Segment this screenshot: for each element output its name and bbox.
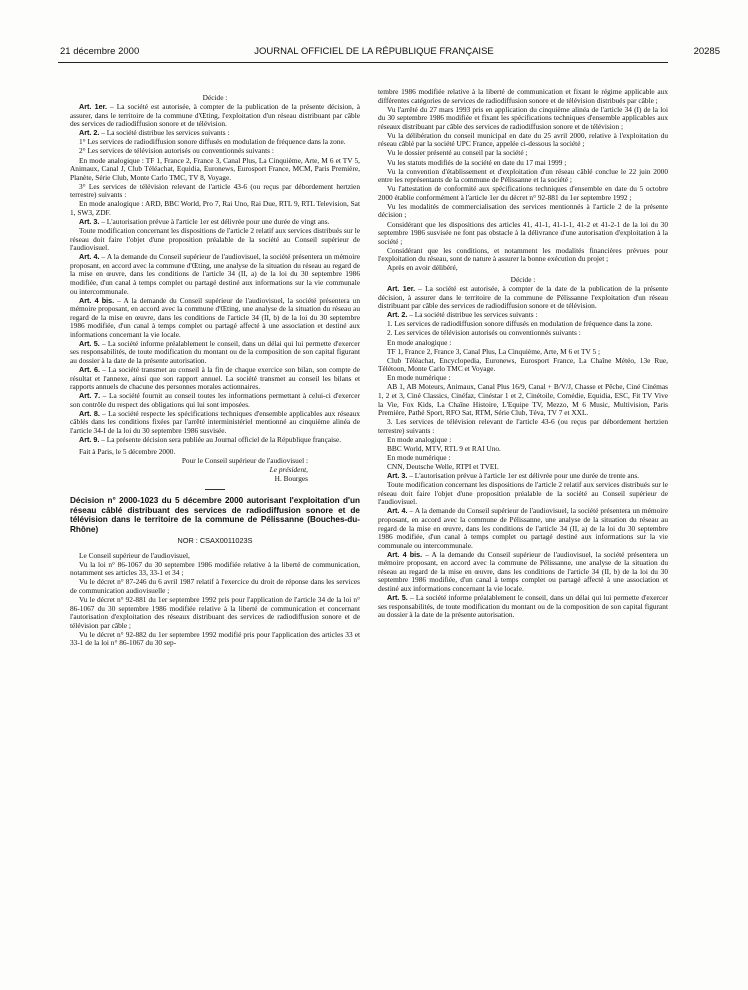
article-text: En mode analogique :: [387, 434, 452, 444]
article-list: [70, 103, 360, 445]
visa-paragraph: Considérant que les dispositions des articles 41, 41-1, 41-1-1, 41-2 et 41-2-1 de la loi du 30 septembre 1986 susvisée ne font pas obstacle à la délivrance d'une autorisation d'exploitation à la société ;: [378, 219, 668, 246]
article-text: 2° Les services de télévision autorisés ou conventionnés suivants :: [79, 146, 274, 156]
header-page-number: 20285: [693, 46, 720, 57]
article-label: Art. 4.: [79, 252, 100, 262]
visa-paragraph: tembre 1986 modifiée relative à la liberté de communication et fixant le régime applicable aux différentes catégories de services de radiodiffusion sonore et de télévision distribués par câble ;: [378, 87, 668, 105]
visa-paragraph: Vu l'attestation de conformité aux spécifications techniques d'ensemble en date du 5 octobre 2000 établie conformément à l'article 1er du décret n° 92-881 du 1er septembre 1992 ;: [378, 184, 668, 202]
body-paragraph: [378, 357, 668, 374]
article-text: – La société informe préalablement le conseil, dans un délai qui lui permette d'exercer ses responsabilités, de toute modification du montant ou de la composition de son capital figurant au dossier à la date de la présente autorisation.: [378, 593, 668, 620]
article-text: En mode analogique : ARD, BBC World, Pro 7, Rai Uno, Rai Due, RTL 9, RTL Television, Sat 1, SW3, ZDF.: [70, 199, 360, 217]
article-text: – La société informe préalablement le conseil, dans un délai qui lui permette d'exercer ses responsabilités, de toute modification du montant ou de la composition de son capital figurant au dossier à la date de la présente autorisation.: [70, 338, 360, 365]
article-text: TF 1, France 2, France 3, Canal Plus, La Cinquième, Arte, M 6 et TV 5 ;: [387, 346, 601, 356]
article-paragraph: [378, 507, 668, 550]
article-text: – A la demande du Conseil supérieur de l'audiovisuel, la société présentera un mémoire proposant, en accord avec la commune de Pélissanne, une analyse de la situation du réseau au regard de la mise en œuvre, dans les conditions de l'article 34 (II, b) de la loi du 30 septembre 1986 modifiée, d'un canal à temps complet ou partagé affecté à une association et destiné aux informations concernant la vie locale.: [378, 549, 668, 593]
article-label: Art. 3.: [387, 471, 408, 481]
header-title: JOURNAL OFFICIEL DE LA RÉPUBLIQUE FRANÇAISE: [254, 46, 494, 57]
article-text: En mode analogique : TF 1, France 2, France 3, Canal Plus, La Cinquième, Arte, M 6 et TV 5, Animaux, Canal J, Club Téléachat, Equidia, Euronews, Eurosport France, MCM, Paris Première, Planète, Série Club, Monte Carlo TMC, TV 8, Voyage.: [70, 155, 360, 182]
visa-paragraph: Vu le dossier présenté au conseil par la société ;: [387, 148, 528, 158]
article-text: En mode numérique :: [387, 453, 451, 462]
article-label: Art. 1er.: [387, 284, 416, 294]
decide-heading: Décide :: [510, 274, 536, 284]
page-header: [0, 46, 748, 60]
article-text: AB 1, AB Moteurs, Animaux, Canal Plus 16/9, Canal + B/V/J, Chasse et Pêche, Ciné Cinémas 1, 2 et 3, Ciné Classics, Cinéfaz, Cinéstar 1 et 2, Cinétoile, Comédie, Equidia, ESC, Fit TV Vive la Vie, Fox Kids, La Chaîne Histoire, L'Equipe TV, Mezzo, M 6 Music, Multivision, Paris Première, Pathé Sport, RFO Sat, RTM, Série Club, Téva, TV 7 et XXL.: [378, 382, 668, 418]
article-label: Art. 2.: [387, 310, 408, 320]
article-label: Art. 6.: [79, 365, 100, 375]
section-divider: [205, 489, 225, 490]
body-paragraph: [70, 183, 360, 200]
header-rule: [58, 62, 668, 63]
article-paragraph: [70, 297, 360, 340]
article-paragraph: [378, 285, 668, 311]
article-text: Toute modification concernant les dispositions de l'article 2 relatif aux services distribués sur le réseau doit faire l'objet d'une proposition préalable de la société au Conseil supérieur de l'audiovisuel.: [70, 226, 360, 253]
visa-paragraph: Vu le décret n° 92-882 du 1er septembre 1992 modifié pris pour l'application des articles 33 et 33-1 de la loi n° 86-1067 du 30 sep-: [70, 629, 360, 648]
body-paragraph: [378, 481, 668, 507]
article-label: Art. 7.: [79, 391, 101, 401]
article-label: Art. 9.: [79, 435, 100, 445]
article-text: – A la demande du Conseil supérieur de l'audiovisuel, la société présentera un mémoire proposant, en accord avec la commune de Pélissanne, une analyse de la situation du réseau au regard de la mise en œuvre, dans les conditions de l'article 34 (II, a) de la loi du 30 septembre 1986 modifiée, d'un canal à temps complet ou partagé destiné aux informations sur la vie communale ou intercommunale.: [378, 506, 668, 550]
body-paragraph: [70, 227, 360, 253]
visa-paragraph: Vu l'arrêté du 27 mars 1993 pris en application du cinquième alinéa de l'article 34 (I) de la loi du 30 septembre 1986 modifiée et fixant les spécifications techniques d'ensemble applicables aux réseaux distribuant par câble des services de radiodiffusion sonore et de télévision ;: [378, 104, 668, 131]
visa-paragraph: Vu la loi n° 86-1067 du 30 septembre 1986 modifiée relative à la liberté de communication, notamment ses articles 33, 33-1 et 34 ;: [70, 559, 360, 578]
article-text: Club Téléachat, Encyclopedia, Euronews, Eurosport France, La Chaîne Météo, 13e Rue, Télétoon, Monte Carlo TMC et Voyage.: [378, 355, 668, 374]
body-paragraph: [378, 383, 668, 417]
signature-role: Le président,: [269, 464, 308, 474]
article-text: – A la demande du Conseil supérieur de l'audiovisuel, la société présentera un mémoire proposant, en accord avec la commune d'Œting, une analyse de la situation du réseau au regard de la mise en œuvre, dans les conditions de l'article 34 (II, a) de la loi du 30 septembre 1986 modifiée, d'un canal à temps complet ou partagé destiné aux informations sur la vie communale ou intercommunale.: [70, 252, 360, 296]
article-text: – La société distribue les services suivants :: [407, 310, 538, 320]
article-list: [378, 285, 668, 620]
article-text: – La présente décision sera publiée au Journal officiel de la République française.: [99, 435, 342, 445]
article-text: – La société est autorisée, à compter de la publication de la présente décision, à assurer, dans le territoire de la commune d'Œting, l'exploitation d'un réseau distribuant par câble des services de radiodiffusion sonore et de télévision.: [70, 102, 360, 129]
article-label: Art. 2.: [79, 128, 100, 138]
article-text: – La société respecte les spécifications techniques d'ensemble applicables aux réseaux câblés dans les conditions fixées par l'arrêté interministériel mentionné au cinquième alinéa de l'article 34-I de la loi du 30 septembre 1986 susvisée.: [70, 408, 360, 435]
article-label: Art. 1er.: [79, 102, 107, 112]
article-text: – La société fournit au conseil toutes les informations permettant à celui-ci d'exercer son contrôle du respect des obligations qui lui sont imposées.: [70, 391, 360, 409]
article-text: CNN, Deutsche Welle, RTPI et TVEI.: [387, 462, 499, 472]
article-label: Art. 5.: [79, 338, 100, 348]
article-text: 2. Les services de télévision autorisés ou conventionnés suivants :: [387, 328, 581, 338]
signature-name: H. Bourges: [274, 473, 308, 483]
article-paragraph: [70, 103, 360, 129]
body-paragraph: [378, 418, 668, 435]
body-paragraph: [70, 157, 360, 183]
visa-list: [378, 88, 668, 273]
article-label: Art. 4 bis.: [387, 549, 423, 559]
article-paragraph: [378, 551, 668, 594]
article-text: Toute modification concernant les dispositions de l'article 2 relatif aux services distribués sur le réseau doit faire l'objet d'une proposition préalable de la société au Conseil supérieur de l'audiovisuel.: [378, 480, 668, 507]
decision-title: Décision n° 2000-1023 du 5 décembre 2000 autorisant l'exploitation d'un réseau câblé distribuant des services de radiodiffusion sonore et de télévision dans le territoire de la commune de Pélissanne (Bouches-du-Rhône): [70, 496, 360, 534]
article-text: – L'autorisation prévue à l'article 1er est délivrée pour une durée de vingt ans.: [99, 217, 330, 227]
visa-list: [70, 552, 360, 648]
visa-paragraph: Considérant que les conditions, et notamment les modalités financières prévues pour l'exploitation du réseau, sont de nature à assurer la bonne exécution du projet ;: [378, 245, 668, 264]
article-label: Art. 4.: [387, 506, 408, 516]
left-column: [70, 94, 360, 648]
article-paragraph: [70, 392, 360, 409]
article-text: 3. Les services de télévision relevant de l'article 43-6 (ou reçus par débordement hertzien terrestre) suivants :: [378, 417, 668, 435]
header-date: 21 décembre 2000: [60, 46, 140, 57]
article-label: Art. 4 bis.: [79, 295, 115, 305]
nor-reference: NOR : CSAX0011023S: [177, 536, 253, 546]
article-paragraph: [70, 253, 360, 296]
visa-paragraph: Vu la délibération du conseil municipal en date du 25 avril 2000, relative à l'exploitation du réseau câblé par la société UPC France, appelée ci-dessous la société ;: [378, 130, 668, 149]
right-column: [378, 88, 668, 620]
visa-paragraph: Vu les statuts modifiés de la société en date du 17 mai 1999 ;: [387, 157, 567, 167]
article-text: BBC World, MTV, RTL 9 et RAI Uno.: [387, 443, 501, 453]
article-text: – A la demande du Conseil supérieur de l'audiovisuel, la société présentera un mémoire proposant, en accord avec la commune d'Œting, une analyse de la situation du réseau au regard de la mise en œuvre, dans les conditions de l'article 34 (II, b) de la loi du 30 septembre 1986 modifiée, d'un canal à temps complet ou partagé affecté à une association et destiné aux informations concernant la vie locale.: [70, 295, 360, 339]
article-paragraph: [70, 410, 360, 436]
article-text: – La société distribue les services suivants :: [99, 128, 230, 138]
article-label: Art. 3.: [79, 217, 100, 227]
article-text: 1° Les services de radiodiffusion sonore diffusés en modulation de fréquence dans la zone.: [79, 137, 346, 147]
article-label: Art. 8.: [79, 408, 100, 418]
signature-for: Pour le Conseil supérieur de l'audiovisuel :: [181, 455, 308, 465]
article-paragraph: [70, 340, 360, 366]
article-paragraph: [70, 366, 360, 392]
article-paragraph: [378, 594, 668, 620]
article-text: 1. Les services de radiodiffusion sonore diffusés en modulation de fréquence dans la zone.: [387, 319, 653, 329]
decide-heading: Décide :: [202, 93, 228, 102]
article-label: Art. 5.: [387, 593, 408, 603]
visa-paragraph: Le Conseil supérieur de l'audiovisuel,: [79, 550, 190, 560]
visa-paragraph: Après en avoir délibéré,: [387, 263, 458, 273]
visa-paragraph: Vu la convention d'établissement et d'exploitation d'un réseau câblé conclue le 22 juin 2000 entre les représentants de la commune de Pélissanne et la société ;: [378, 166, 668, 185]
article-text: 3° Les services de télévision relevant de l'article 43-6 (ou reçus par débordement hertzien terrestre) suivants :: [70, 181, 360, 200]
visa-paragraph: Vu les modalités de commercialisation des services mentionnés à l'article 2 de la présente décision ;: [378, 201, 668, 220]
article-text: – La société est autorisée, à compter de la date de la publication de la présente décision, à assurer dans le territoire de la commune de Pélissanne l'exploitation d'un réseau distribuant par câble des services de radiodiffusion sonore et de télévision.: [378, 284, 668, 311]
article-text: – L'autorisation prévue à l'article 1er est délivrée pour une durée de trente ans.: [407, 471, 640, 481]
article-text: En mode analogique :: [387, 337, 452, 347]
visa-paragraph: Vu le décret n° 87-246 du 6 avril 1987 relatif à l'exercice du droit de réponse dans les services de communication audiovisuelle ;: [70, 577, 360, 595]
visa-paragraph: Vu le décret n° 92-881 du 1er septembre 1992 pris pour l'application de l'article 34 de la loi n° 86-1067 du 30 septembre 1986 modifiée relative à la liberté de communication et concernant l'autorisation d'exploitation des réseaux distribuant des services de radiodiffusion sonore et de télévision par câble ;: [70, 595, 360, 630]
fait-line: Fait à Paris, le 5 décembre 2000.: [79, 446, 176, 456]
article-text: En mode numérique :: [387, 373, 451, 383]
article-text: – La société transmet au conseil à la fin de chaque exercice son bilan, son compte de résultat et l'annexe, ainsi que son rapport annuel. La société transmet au conseil les bilans et rapports annuels de chacune des personnes morales actionnaires.: [70, 365, 360, 392]
article-paragraph: [70, 436, 360, 445]
body-paragraph: [70, 200, 360, 217]
